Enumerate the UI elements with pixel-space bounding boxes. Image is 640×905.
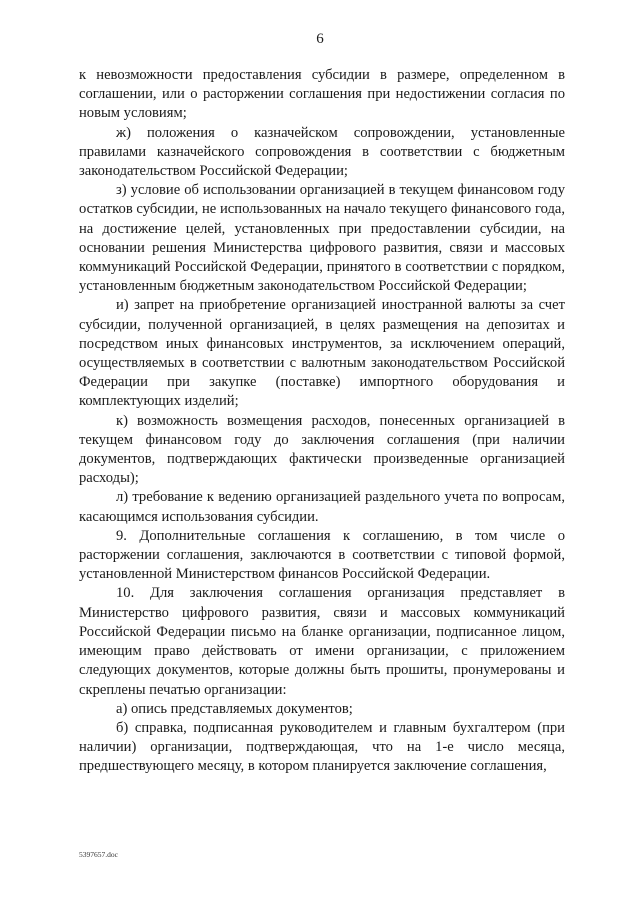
document-body bbox=[79, 66, 565, 777]
page-number: 6 bbox=[316, 31, 324, 47]
paragraph-item-b: б) справка, подписанная руководителем и главным бухгалтером (при наличии) организации, подтверждающая, что на 1-е число месяца, предшествующего месяцу, в котором планируется заключение соглашения, bbox=[79, 719, 565, 775]
paragraph-item-a: а) опись представляемых документов; bbox=[116, 700, 353, 717]
paragraph-continuation: к невозможности предоставления субсидии в размере, определенном в соглашении, или о расторжении соглашения при недостижении согласия по новым условиям; bbox=[79, 67, 565, 122]
paragraph-clause-10: 10. Для заключения соглашения организация представляет в Министерство цифрового развития, связи и массовых коммуникаций Российской Федерации письмо на бланке организации, подписанное лицом, имеющим право действовать от имени организации, с приложением следующих документов, которые должны быть прошиты, пронумерованы и скреплены печатью организации: bbox=[79, 585, 565, 698]
paragraph-item-k: к) возможность возмещения расходов, понесенных организацией в текущем финансовом году до заключения соглашения (при наличии документов, подтверждающих фактически произведенные организацией расходы); bbox=[79, 412, 565, 487]
paragraph-item-zh: ж) положения о казначейском сопровождении, установленные правилами казначейского сопровождения в соответствии с бюджетным законодательством Российской Федерации; bbox=[79, 124, 565, 180]
document-file-code: 5397657.doc bbox=[79, 850, 118, 859]
paragraph-item-z: з) условие об использовании организацией в текущем финансовом году остатков субсидии, не использованных на начало текущего финансового года, на достижение целей, установленных при предоставлении субсидии, на основании решения Министерства цифрового развития, связи и массовых коммуникаций Российской Федерации, принятого в соответствии с порядком, установленным бюджетным законодательством Российской Федерации; bbox=[79, 182, 565, 295]
paragraph-clause-9: 9. Дополнительные соглашения к соглашению, в том числе о расторжении соглашения, заключаются в соответствии с типовой формой, установленной Министерством финансов Российской Федерации. bbox=[79, 527, 565, 583]
paragraph-item-i: и) запрет на приобретение организацией иностранной валюты за счет субсидии, полученной организацией, в целях размещения на депозитах и посредством иных финансовых инструментов, за исключением операций, осуществляемых в соответствии с валютным законодательством Российской Федерации при закупке (поставке) импортного оборудования и комплектующих изделий; bbox=[79, 297, 565, 410]
paragraph-item-l: л) требование к ведению организацией раздельного учета по вопросам, касающимся использования субсидии. bbox=[79, 489, 565, 525]
